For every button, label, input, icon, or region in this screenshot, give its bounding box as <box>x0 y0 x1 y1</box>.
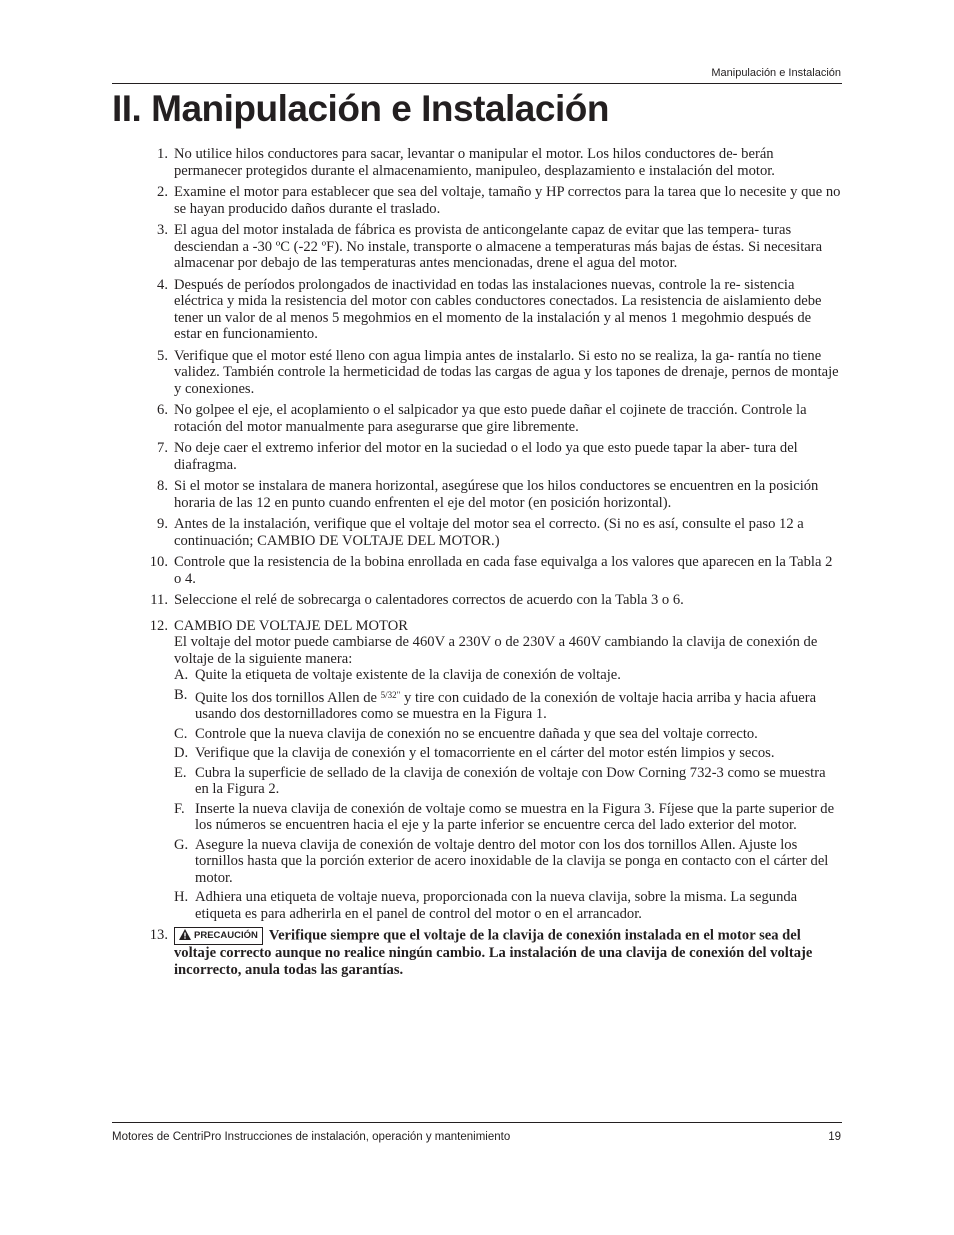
item-text: Si el motor se instalara de manera horizontal, asegúrese que los hilos conductores se encuentren en la posición horaria de las 12 en punto cuando enfrenten el eje del motor (en posición horizontal). <box>174 478 819 511</box>
sub-step-text: Adhiera una etiqueta de voltaje nueva, proporcionada con la nueva clavija, sobre la misma. La segunda etiqueta es para adherirla en el panel de control del motor o en el arrancador. <box>195 889 798 922</box>
item-text: No golpee el eje, el acoplamiento o el salpicador ya que esto puede dañar el cojinete de tracción. Controle la rotación del motor manualmente para asegurarse que gire libremente. <box>174 402 807 435</box>
section-intro: El voltaje del motor puede cambiarse de 460V a 230V o de 230V a 460V cambiando la clavija de conexión de voltaje de la siguiente manera: <box>174 634 818 667</box>
item-text: No deje caer el extremo inferior del motor en la suciedad o el lodo ya que esto puede tapar la aber- tura del diafragma. <box>174 440 798 473</box>
caution-label: PRECAUCIÓN <box>194 930 258 941</box>
sub-step <box>174 801 842 834</box>
item-number: 6. <box>157 402 168 418</box>
item-text: Examine el motor para establecer que sea del voltaje, tamaño y HP correctos para la tarea que lo necesite y que no se hayan producido daños durante el traslado. <box>174 184 841 217</box>
sub-step-letter: F. <box>174 800 185 817</box>
item-text: El agua del motor instalada de fábrica es provista de anticongelante capaz de evitar que las tempera- turas desciendan a -30 ºC (-22 ºF). No instale, transporte o almacene a temperaturas más bajas de éstas. Si necesitara almacenar por debajo de las temperaturas antes mencionadas, drene el agua del motor. <box>174 222 823 271</box>
sub-step <box>174 726 842 743</box>
sub-step-text: Asegure la nueva clavija de conexión de voltaje dentro del motor con los dos tornillos Allen. Ajuste los tornillos hasta que la porción exterior de acero inoxidable de la clavija se ponga en contacto con el cárter del motor. <box>195 836 829 886</box>
running-head: Manipulación e Instalación <box>711 67 841 79</box>
sub-step-letter: B. <box>174 686 188 703</box>
item-number: 3. <box>157 222 168 238</box>
sub-step <box>174 745 842 762</box>
instructions-list <box>112 146 842 983</box>
item-text: Seleccione el relé de sobrecarga o calentadores correctos de acuerdo con la Tabla 3 o 6. <box>174 592 684 608</box>
section-heading: CAMBIO DE VOLTAJE DEL MOTOR <box>174 617 408 634</box>
sub-step-letter: C. <box>174 725 188 742</box>
sub-step <box>174 765 842 798</box>
page-number: 19 <box>828 1131 841 1143</box>
sub-step-text: Quite la etiqueta de voltaje existente de la clavija de conexión de voltaje. <box>195 667 621 683</box>
sub-step-letter: G. <box>174 836 189 853</box>
sub-step-letter: H. <box>174 889 189 905</box>
item-number: 10. <box>149 554 168 570</box>
sub-step-text: Cubra la superficie de sellado de la clavija de conexión de voltaje con Dow Corning 732-3 como se muestra en la Figura 2. <box>195 764 826 797</box>
list-item <box>112 440 842 473</box>
fraction: 5/32" <box>380 689 401 700</box>
sub-step-text: Quite los dos tornillos Allen de <box>195 689 381 706</box>
sub-step <box>174 667 842 684</box>
sub-step-text: Controle que la nueva clavija de conexión no se encuentre dañada y que sea del voltaje correcto. <box>195 725 758 742</box>
caution-text: Verifique siempre que el voltaje de la clavija de conexión instalada en el motor sea del voltaje correcto aunque no realice ningún cambio. La instalación de una clavija de conexión del voltaje incorrecto, anula todas las garantías. <box>174 927 813 978</box>
item-text: Verifique que el motor esté lleno con agua limpia antes de instalarlo. Si esto no se realiza, la ga- rantía no tiene validez. También controle la hermeticidad de todas las cargas de agua y los tapones de drenaje, pernos de montaje y conexiones. <box>174 347 839 397</box>
sub-step-text: Verifique que la clavija de conexión y el tomacorriente en el cárter del motor estén limpios y secos. <box>195 745 775 761</box>
sub-step-text: Inserte la nueva clavija de conexión de voltaje como se muestra en la Figura 3. Fíjese que la parte superior de los números se encuentren hacia el eje y la parte inferior se encuentre cerca del lado exterior del motor. <box>195 800 835 833</box>
list-item <box>112 592 842 609</box>
top-rule <box>112 83 842 84</box>
sub-step-letter: A. <box>174 667 189 683</box>
list-item <box>112 277 842 343</box>
item-text: Controle que la resistencia de la bobina enrollada en cada fase equivalga a los valores que aparecen en la Tabla 2 o 4. <box>174 554 833 587</box>
list-item <box>112 348 842 398</box>
item-number: 13. <box>149 927 168 943</box>
page-title: II. Manipulación e Instalación <box>112 88 609 129</box>
warning-triangle-icon <box>179 929 191 940</box>
list-item <box>112 222 842 272</box>
sub-step <box>174 837 842 887</box>
sub-step <box>174 889 842 922</box>
sub-step-letter: E. <box>174 764 187 781</box>
item-number: 7. <box>157 440 168 456</box>
item-number: 9. <box>157 516 168 532</box>
item-number: 1. <box>157 146 168 162</box>
list-item <box>112 516 842 549</box>
bottom-rule <box>112 1122 842 1123</box>
sub-step <box>174 687 842 723</box>
item-number: 12. <box>149 617 168 634</box>
item-text: Antes de la instalación, verifique que el voltaje del motor sea el correcto. (Si no es así, consulte el paso 12 a continuación; CAMBIO DE VOLTAJE DEL MOTOR.) <box>174 516 804 549</box>
item-text: Después de períodos prolongados de inactividad en todas las instalaciones nuevas, controle la re- sistencia eléctrica y mida la resistencia del motor con cables conductores conectados. La resistencia de aislamiento debe tener un valor de al menos 5 megohmios en el momento de la instalación y al menos 1 megohmio después de estar en funcionamiento. <box>174 276 822 342</box>
item-text: No utilice hilos conductores para sacar, levantar o manipular el motor. Los hilos conductores de- berán permanecer protegidos durante el almacenamiento, manipuleo, desplazamiento e instalación del motor. <box>174 146 775 179</box>
list-item <box>112 146 842 179</box>
list-item-voltage-change <box>112 618 842 923</box>
list-item <box>112 478 842 511</box>
item-number: 5. <box>157 347 168 364</box>
caution-badge <box>174 927 263 945</box>
item-number: 2. <box>157 184 168 200</box>
list-item <box>112 184 842 217</box>
list-item-caution <box>112 927 842 978</box>
list-item <box>112 402 842 435</box>
item-number: 11. <box>150 592 168 608</box>
item-number: 8. <box>157 478 168 494</box>
footer-text: Motores de CentriPro Instrucciones de instalación, operación y mantenimiento <box>112 1131 511 1143</box>
sub-step-letter: D. <box>174 745 189 761</box>
sub-step-text: y tire con cuidado de la conexión de voltaje hacia arriba y hacia afuera usando dos destornilladores como se muestra en la Figura 1. <box>195 689 817 722</box>
list-item <box>112 554 842 587</box>
item-number: 4. <box>157 276 168 293</box>
